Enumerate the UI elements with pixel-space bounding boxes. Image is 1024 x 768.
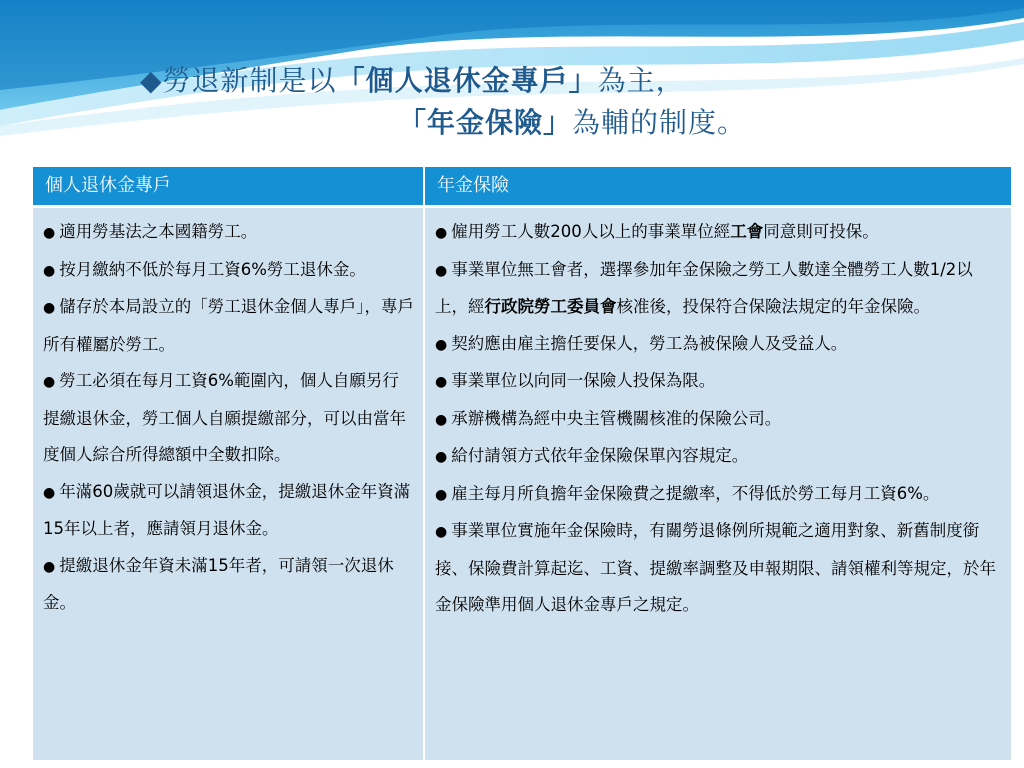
title-suffix-2: 為輔的制度。 bbox=[572, 106, 747, 139]
list-item: ● 僱用勞工人數200人以上的事業單位經工會同意則可投保。 bbox=[435, 222, 879, 241]
list-item: ● 年滿60歲就可以請領退休金，提繳退休金年資滿15年以上者，應請領月退休金。 bbox=[43, 481, 411, 538]
list-item: ● 提繳退休金年資未滿15年者，可請領一次退休金。 bbox=[43, 555, 394, 612]
list-item: ● 儲存於本局設立的「勞工退休金個人專戶」，專戶所有權屬於勞工。 bbox=[43, 297, 414, 354]
bullet-icon: ● bbox=[43, 484, 56, 501]
title-emphasis-personal-account: 「個人退休金專戶」 bbox=[336, 64, 598, 97]
header-personal-account: 個人退休金專戶 bbox=[33, 167, 423, 205]
title-emphasis-annuity: 「年金保險」 bbox=[398, 106, 573, 139]
header-annuity-insurance: 年金保險 bbox=[425, 167, 1011, 205]
list-item: ● 雇主每月所負擔年金保險費之提繳率，不得低於勞工每月工資6%。 bbox=[435, 483, 940, 503]
list-item: ● 按月繳納不低於每月工資6%勞工退休金。 bbox=[43, 259, 366, 279]
list-item: ● 事業單位實施年金保險時，有關勞退條例所規範之適用對象、新舊制度銜接、保險費計算起迄、工資、提繳率調整及申報期限、請領權利等規定，於年金保險準用個人退休金專戶之規定。 bbox=[435, 521, 996, 614]
list-item: ● 事業單位以向同一保險人投保為限。 bbox=[435, 371, 716, 390]
annuity-insurance-cell bbox=[425, 208, 1011, 760]
list-item: ● 事業單位無工會者，選擇參加年金保險之勞工人數達全體勞工人數1/2以上，經行政院勞工委員會核准後，投保符合保險法規定的年金保險。 bbox=[435, 259, 973, 316]
list-item: ● 承辦機構為經中央主管機關核准的保險公司。 bbox=[435, 408, 782, 428]
bullet-icon: ● bbox=[43, 262, 56, 279]
slide-title bbox=[140, 60, 746, 144]
title-prefix: 勞退新制是以 bbox=[162, 64, 337, 97]
bullet-icon: ● bbox=[435, 411, 448, 428]
list-item: ● 給付請領方式依年金保險保單內容規定。 bbox=[435, 446, 749, 465]
bullet-icon: ● bbox=[435, 449, 448, 465]
bullet-icon: ● bbox=[435, 374, 448, 390]
bullet-icon: ● bbox=[435, 262, 448, 279]
bullet-icon: ● bbox=[43, 300, 56, 316]
bullet-icon: ● bbox=[435, 524, 448, 540]
title-suffix-1: 為主， bbox=[597, 64, 685, 97]
list-item: ● 適用勞基法之本國籍勞工。 bbox=[43, 222, 258, 241]
title-line-1 bbox=[140, 60, 746, 102]
bullet-icon: ● bbox=[435, 336, 448, 353]
bullet-icon: ● bbox=[43, 374, 56, 390]
title-line-2 bbox=[140, 102, 746, 144]
comparison-table bbox=[33, 167, 1009, 757]
list-item: ● 勞工必須在每月工資6%範圍內，個人自願另行提繳退休金，勞工個人自願提繳部分，可以由當年度個人綜合所得總額中全數扣除。 bbox=[43, 371, 406, 464]
bullet-icon: ● bbox=[435, 225, 448, 241]
list-item: ● 契約應由雇主擔任要保人，勞工為被保險人及受益人。 bbox=[435, 333, 848, 353]
bullet-icon: ● bbox=[43, 225, 56, 241]
diamond-bullet-icon: ◆ bbox=[140, 64, 163, 97]
bullet-icon: ● bbox=[435, 486, 448, 503]
bullet-icon: ● bbox=[43, 558, 56, 575]
personal-account-cell bbox=[33, 208, 423, 760]
